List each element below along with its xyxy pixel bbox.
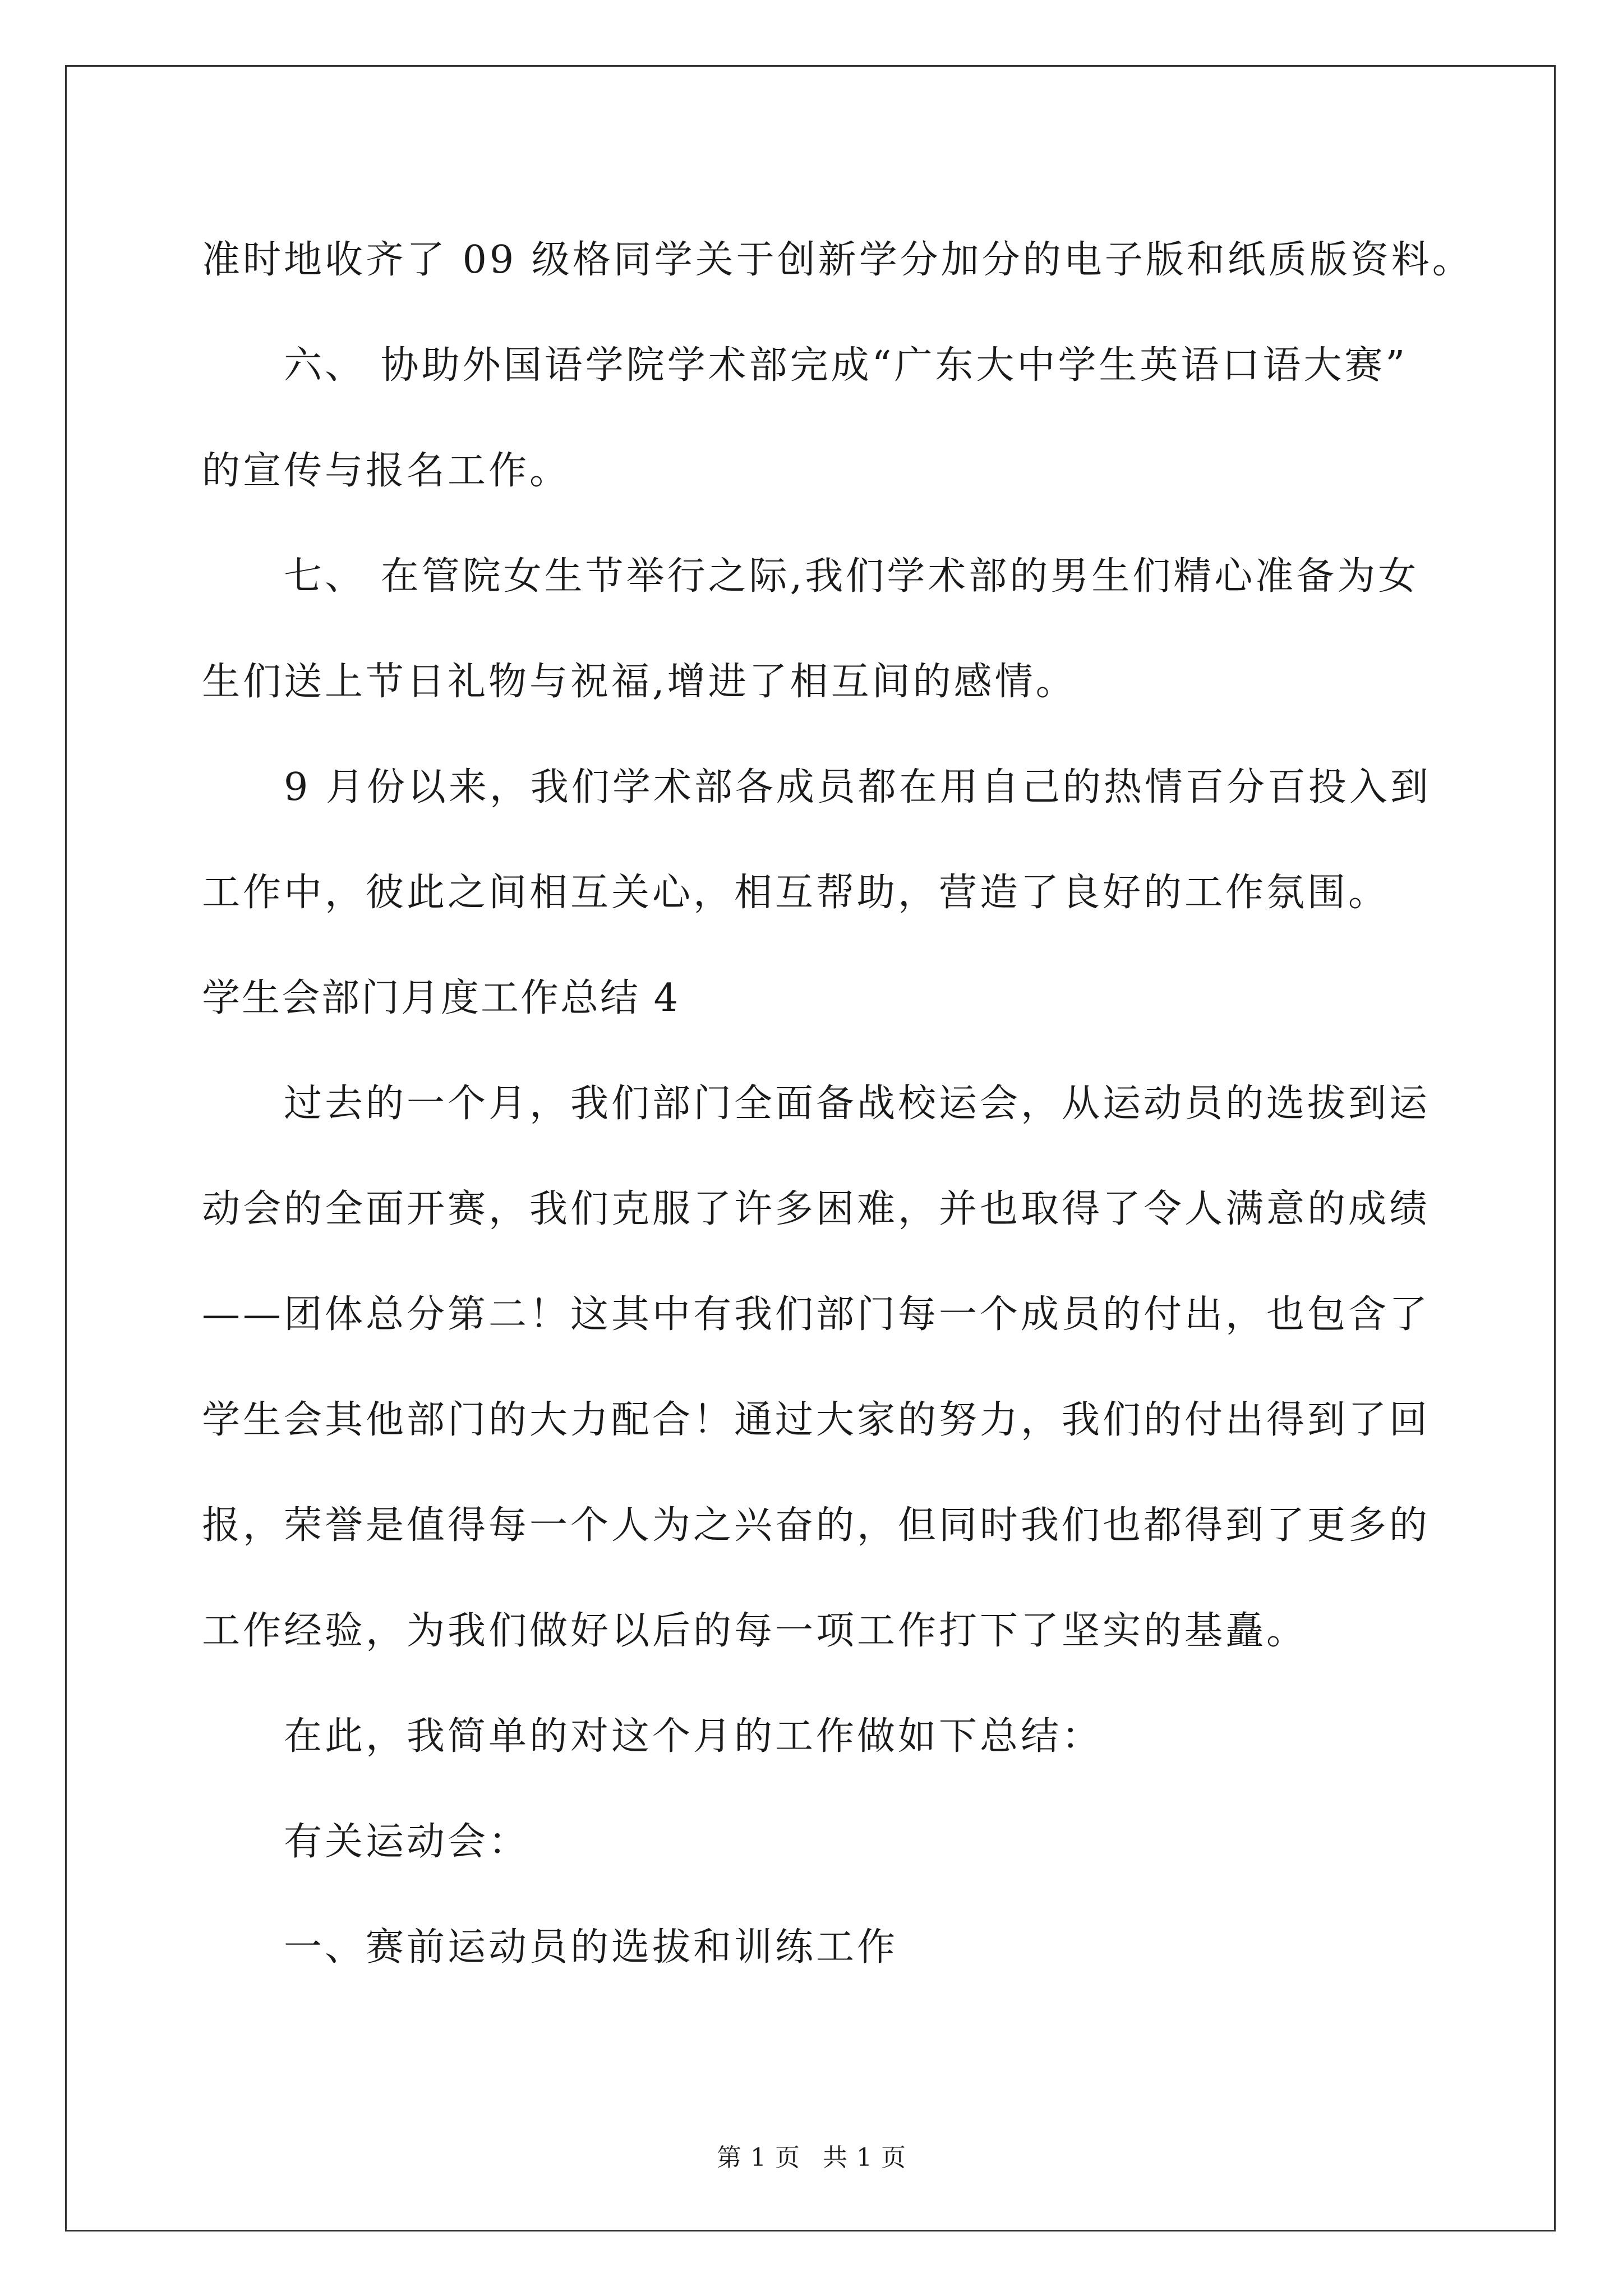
paragraph-line: 在此，我简单的对这个月的工作做如下总结： (284, 1714, 1103, 1759)
paragraph-line: 的宣传与报名工作。 (202, 449, 571, 493)
paragraph-line: 有关运动会： (284, 1820, 530, 1864)
paragraph-line: 工作经验，为我们做好以后的每一项工作打下了坚实的基矗。 (202, 1609, 1308, 1653)
paragraph-line: 工作中，彼此之间相互关心，相互帮助，营造了良好的工作氛围。 (202, 871, 1390, 915)
paragraph-line: 动会的全面开赛，我们克服了许多困难，并也取得了令人满意的成绩 (202, 1187, 1431, 1231)
paragraph-line: 一、赛前运动员的选拔和训练工作 (284, 1925, 898, 1970)
paragraph-line: ——团体总分第二！这其中有我们部门每一个成员的付出，也包含了 (202, 1292, 1431, 1337)
paragraph-line: 准时地收齐了 09 级格同学关于创新学分加分的电子版和纸质版资料。 (202, 238, 1473, 282)
paragraph-line: 七、 在管院女生节举行之际,我们学术部的男生们精心准备为女 (284, 554, 1419, 599)
page-footer (0, 2137, 1623, 2173)
paragraph-line: 六、 协助外国语学院学术部完成“广东大中学生英语口语大赛” (284, 343, 1408, 388)
section-heading: 学生会部门月度工作总结 4 (202, 976, 680, 1020)
paragraph-line: 9 月份以来，我们学术部各成员都在用自己的热情百分百投入到 (284, 765, 1431, 809)
document-body (202, 208, 1473, 2000)
paragraph-line: 过去的一个月，我们部门全面备战校运会，从运动员的选拔到运 (284, 1082, 1431, 1126)
page-number-current: 第 1 页 (717, 2143, 800, 2172)
paragraph-line: 报，荣誉是值得每一个人为之兴奋的，但同时我们也都得到了更多的 (202, 1503, 1431, 1548)
paragraph-line: 生们送上节日礼物与祝福,增进了相互间的感情。 (202, 660, 1077, 704)
page-number-total: 共 1 页 (823, 2143, 906, 2172)
paragraph-line: 学生会其他部门的大力配合！通过大家的努力，我们的付出得到了回 (202, 1398, 1431, 1442)
